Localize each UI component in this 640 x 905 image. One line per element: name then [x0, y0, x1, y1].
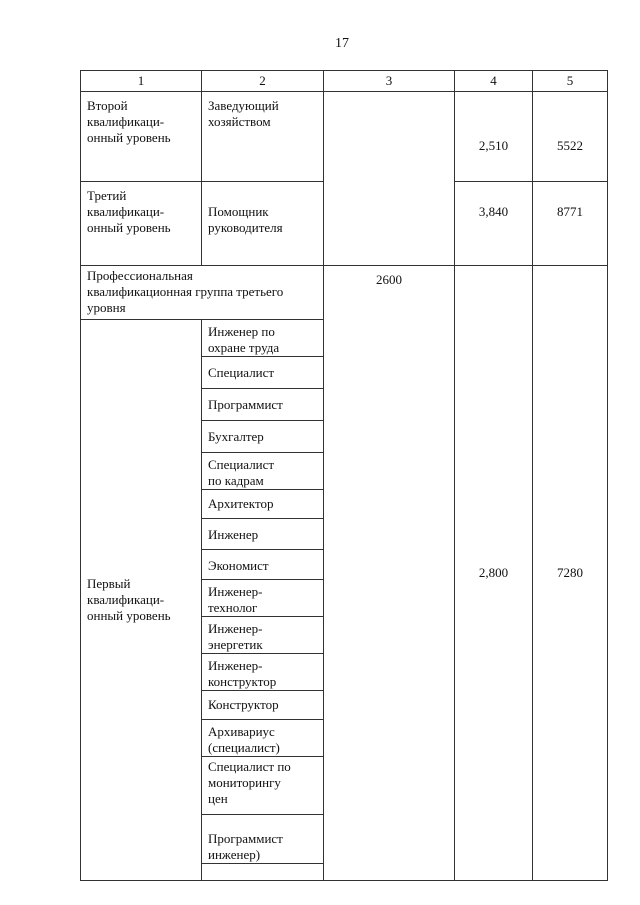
position-cell: Инженер- энергетик	[202, 617, 324, 654]
coefficient-cell: 2,800	[455, 266, 533, 881]
coefficient-cell: 2,510	[455, 92, 533, 182]
col-header-4: 4	[455, 71, 533, 92]
position-cell: Бухгалтер	[202, 421, 324, 453]
position-cell: Программист	[202, 389, 324, 421]
salary-table	[80, 70, 608, 881]
header-row	[81, 71, 608, 92]
col-header-2: 2	[202, 71, 324, 92]
position-cell-empty	[202, 864, 324, 881]
page-number: 17	[335, 36, 349, 51]
position-cell: Архитектор	[202, 490, 324, 519]
salary-cell: 7280	[533, 266, 608, 881]
salary-cell: 5522	[533, 92, 608, 182]
group-header-row	[81, 266, 608, 320]
col-header-5: 5	[533, 71, 608, 92]
coefficient-cell: 3,840	[455, 182, 533, 266]
position-cell: Заведующий хозяйством	[202, 92, 324, 182]
position-cell: Конструктор	[202, 691, 324, 720]
position-cell: Инженер- технолог	[202, 580, 324, 617]
position-cell: Инженер	[202, 519, 324, 550]
group-title-cell: Профессиональная квалификационная группа третьего уровня	[81, 266, 324, 320]
salary-cell: 8771	[533, 182, 608, 266]
col-header-1: 1	[81, 71, 202, 92]
position-cell: Помощник руководителя	[202, 182, 324, 266]
base-salary-cell: 2600	[324, 266, 455, 881]
col-header-3: 3	[324, 71, 455, 92]
position-cell: Специалист по мониторингу цен	[202, 757, 324, 815]
level-cell: Второй квалификаци- онный уровень	[81, 92, 202, 182]
level-cell: Третий квалификаци- онный уровень	[81, 182, 202, 266]
position-cell: Программист инженер)	[202, 815, 324, 864]
position-cell: Инженер по охране труда	[202, 320, 324, 357]
position-cell: Архивариус (специалист)	[202, 720, 324, 757]
level-cell: Первый квалификаци- онный уровень	[81, 320, 202, 881]
position-cell: Инженер- конструктор	[202, 654, 324, 691]
position-cell: Специалист	[202, 357, 324, 389]
base-salary-cell-empty	[324, 92, 455, 266]
position-cell: Экономист	[202, 550, 324, 580]
position-cell: Специалист по кадрам	[202, 453, 324, 490]
table-row	[81, 92, 608, 182]
